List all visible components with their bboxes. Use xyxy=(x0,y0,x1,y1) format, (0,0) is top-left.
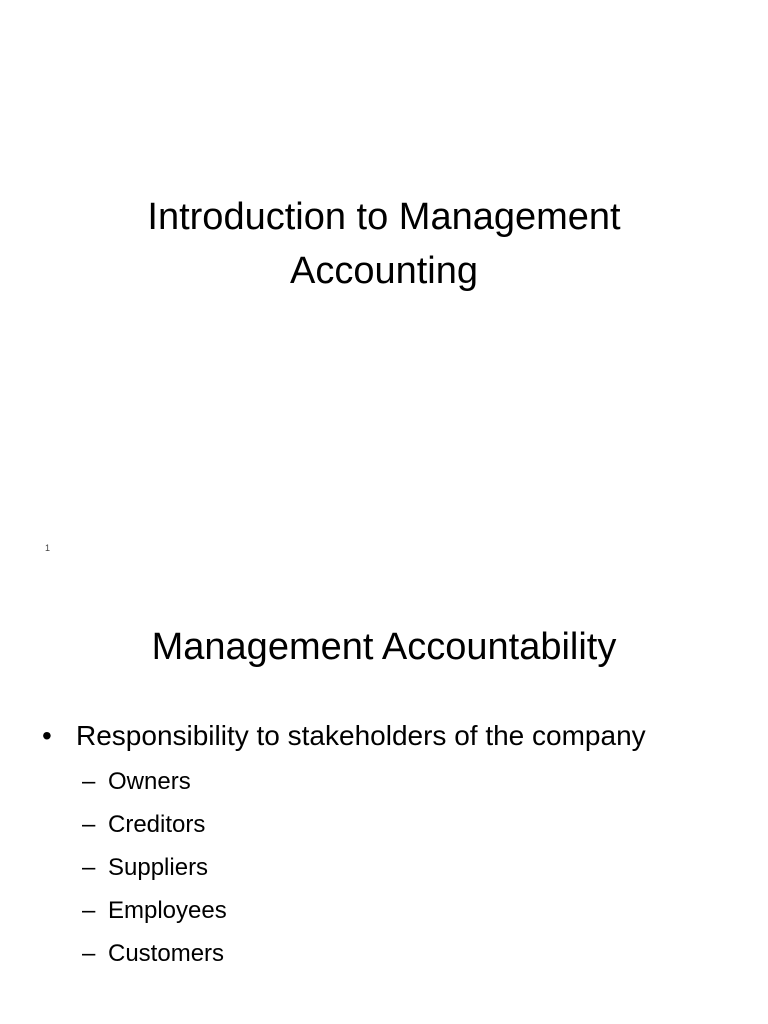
bullet-text: Responsibility to stakeholders of the company xyxy=(76,720,646,751)
sub-bullet-text: Suppliers xyxy=(108,854,209,881)
sub-bullet-item xyxy=(82,760,646,803)
sub-bullet-text: Creditors xyxy=(108,811,206,838)
sub-bullet-list xyxy=(42,760,646,975)
sub-bullet-item xyxy=(82,803,646,846)
sub-bullet-text: Owners xyxy=(108,768,191,795)
sub-bullet-marker: – xyxy=(82,768,96,795)
sub-bullet-item xyxy=(82,932,646,975)
sub-bullet-text: Employees xyxy=(108,897,227,924)
slide-title-line-1: Introduction to Management xyxy=(147,196,621,238)
sub-bullet-marker: – xyxy=(82,854,96,881)
slide-title: Management Accountability xyxy=(151,626,617,668)
sub-bullet-item xyxy=(82,846,646,889)
bullet-item xyxy=(42,716,646,975)
sub-bullet-text: Customers xyxy=(108,940,225,967)
slide-2 xyxy=(0,576,768,1024)
page-number: 1 xyxy=(45,543,51,553)
slide-title-line-2: Accounting xyxy=(289,250,478,292)
sub-bullet-marker: – xyxy=(82,811,96,838)
slide-title xyxy=(0,190,768,298)
sub-bullet-marker: – xyxy=(82,940,96,967)
sub-bullet-marker: – xyxy=(82,897,96,924)
bullet-marker: • xyxy=(42,720,52,751)
bullet-list xyxy=(42,716,646,975)
sub-bullet-item xyxy=(82,889,646,932)
